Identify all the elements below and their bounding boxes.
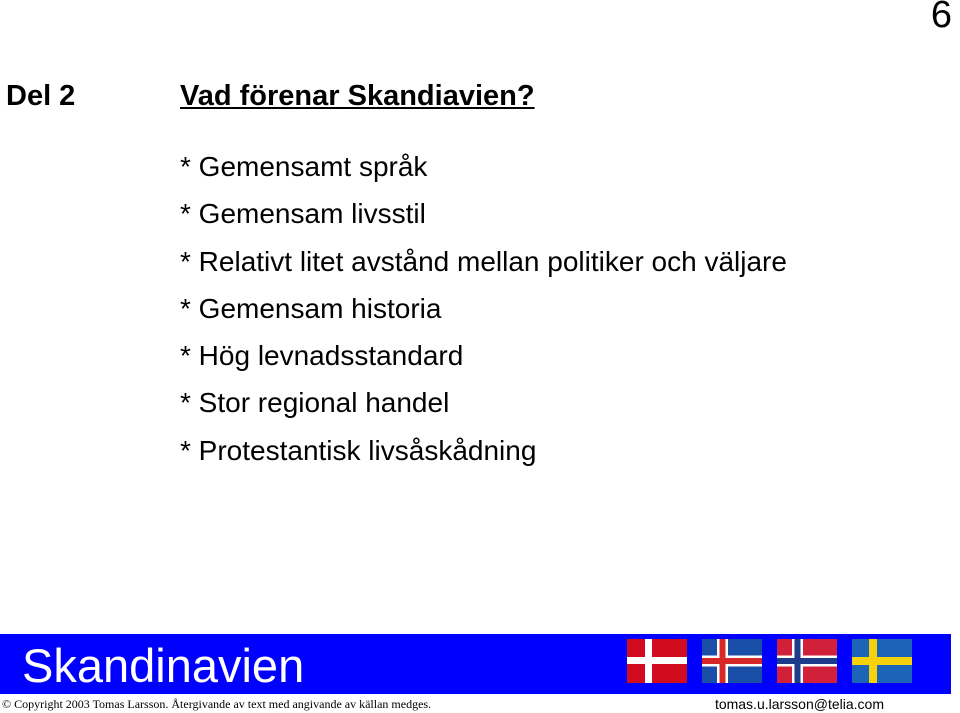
contact-email: tomas.u.larsson@telia.com <box>714 696 884 712</box>
page-number: 6 <box>930 0 952 36</box>
bullet-item: * Protestantisk livsåskådning <box>180 434 537 466</box>
bullet-item: * Gemensamt språk <box>180 151 428 182</box>
bullet-item: * Gemensam historia <box>180 292 442 324</box>
bullet-item: * Relativt litet avstånd mellan politiker och väljare <box>180 245 787 277</box>
copyright-text: © Copyright 2003 Tomas Larsson. Återgivande av text med angivande av källan medges. <box>2 697 432 711</box>
iceland-flag-icon <box>702 639 762 683</box>
norway-flag-icon <box>777 639 837 683</box>
bullet-item: * Hög levnadsstandard <box>180 340 464 372</box>
footer <box>0 694 960 713</box>
bullet-list <box>180 151 787 482</box>
section-label: Del 2 <box>6 80 76 112</box>
bullet-item: * Stor regional handel <box>180 387 450 419</box>
banner-title: Skandinavien <box>22 639 305 692</box>
bullet-item: * Gemensam livsstil <box>180 198 426 230</box>
sweden-flag-icon <box>852 639 912 683</box>
denmark-flag-icon <box>627 639 687 683</box>
slide-title: Vad förenar Skandiavien? <box>180 80 535 112</box>
scandinavia-banner <box>0 634 951 694</box>
